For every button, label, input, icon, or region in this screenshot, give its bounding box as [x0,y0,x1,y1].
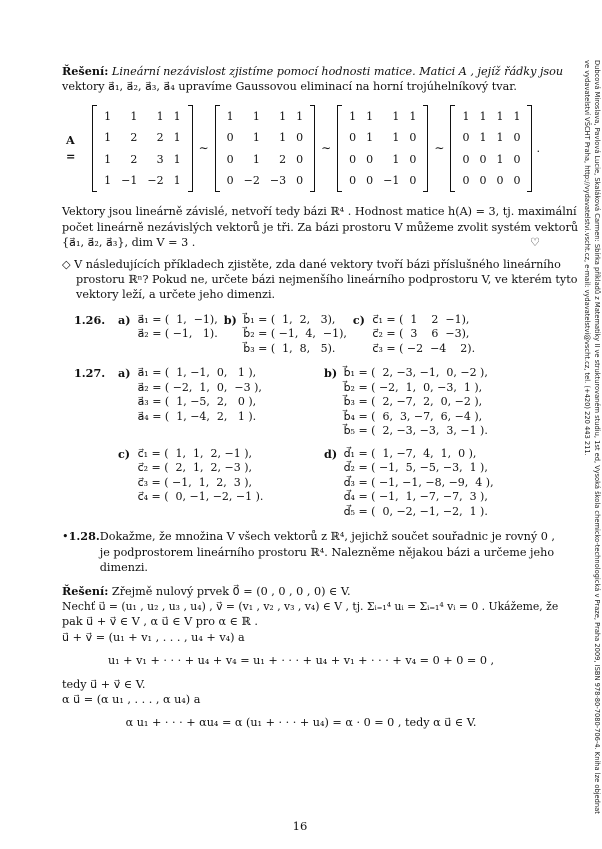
solution-line: α u⃗ = (α u₁ , . . . , α u₄) a [62,693,201,707]
matrix-reduction [66,105,540,193]
matrix-cell: 1 [366,131,374,145]
matrix-cell: −2 [147,174,164,188]
matrix-row [457,149,525,170]
matrix-cell: 0 [496,174,504,188]
matrix-cell: 1 [252,152,260,166]
solution-line: tedy u⃗ + v⃗ ∈ V. [62,677,146,691]
exercise-number: 1.26. [74,312,106,327]
matrix-cell: 2 [279,152,287,166]
instruction-line: ◇ V následujících příkladech zjistěte, zda dané vektory tvoří bázi příslušného lineárního [62,257,561,271]
sim-symbol: ∼ [321,140,332,155]
vector-system-c [372,313,475,357]
matrix-4 [450,105,532,193]
matrix-cell: 1 [104,131,112,145]
matrix-cell: 1 [130,109,138,123]
solution-line: Zřejmě nulový prvek 0⃗ = (0 , 0 , 0 , 0) ∈ V. [108,584,351,598]
matrix-cell: 0 [296,174,304,188]
matrix-cell: 0 [226,131,234,145]
matrix-cell: 1 [496,152,504,166]
matrix-cell: 0 [479,174,487,188]
part-label: b) [223,312,237,327]
matrix-cell: 1 [349,109,357,123]
vector-system-b [344,366,488,439]
matrix-cell: −3 [269,174,287,188]
solution-line: pak u⃗ + v⃗ ∈ V , α u⃗ ∈ V pro α ∈ ℝ . [62,615,258,629]
matrix-cell: 0 [409,152,417,166]
vector-line: a⃗₁ = ( 1, −1), [137,312,218,326]
vector-line: c⃗₁ = ( 1, 1, 2, −1 ), [137,446,252,460]
vector-line: c⃗₃ = ( −2 −4 2). [372,341,476,355]
part-label: b) [324,366,338,381]
matrix-cell: 0 [296,152,304,166]
matrix-cell: 1 [392,152,400,166]
vector-line: d⃗₄ = ( −1, 1, −7, −7, 3 ), [343,490,488,504]
qed-symbol: ♡ [529,236,540,250]
part-label: d) [324,446,338,461]
instruction [62,257,578,303]
citation-text: Dubcová Miroslava, Pavlová Lucie, Skaláková Carmen: Sbírka příkladů z Matematiky II ve strukturovaném studiu, 1st ed, Vysoká škola chemicko-technologická v Praze, Praha 2009, ISBN 978-80-7080-706-4. Kniha lze objednat ve vydavatelství VŠCHT Praha, http://vydavatelstvi.vscht.cz, e-mail: vydavatelstvi@vscht.cz, tel. (+420) 220 443 211. [583,60,601,814]
conclusion-line: Vektory jsou lineárně závislé, netvoří tedy bázi ℝ⁴ . Hodnost matice h(A) = 3, tj. maximální [62,205,577,219]
matrix-cell: 3 [156,152,164,166]
matrix-row [344,170,421,191]
exercise-text-line: Dokažme, že množina V všech vektorů z ℝ⁴, jejichž součet souřadnic je rovný 0 , [99,530,555,544]
solution-equation: α u₁ + · · · + αu₄ = α (u₁ + · · · + u₄) = α · 0 = 0 , tedy α u⃗ ∈ V. [125,716,477,730]
part-label: a) [118,366,131,381]
vector-line: b⃗₂ = ( −1, 4, −1), [243,327,347,341]
vector-system-d [344,447,494,520]
matrix-row [457,127,525,148]
matrix-cell: 1 [173,152,181,166]
matrix-cell: 0 [409,174,417,188]
matrix-cell: 1 [104,174,112,188]
solution-1 [62,64,564,95]
matrix-end: . [536,141,540,155]
matrix-cell: 0 [479,152,487,166]
conclusion-line: počet lineárně nezávislých vektorů je tři. Za bázi prostoru V můžeme zvolit systém vektorů [62,220,579,234]
vector-line: b⃗₃ = ( 2, −7, 2, 0, −2 ), [343,395,483,409]
matrix-cell: 1 [252,109,260,123]
matrix-cell: 1 [104,152,112,166]
vector-line: c⃗₃ = ( −1, 1, 2, 3 ), [137,475,252,489]
vector-line: b⃗₁ = ( 1, 2, 3), [243,312,336,326]
matrix-row [222,170,308,191]
matrix-cell: 1 [409,109,417,123]
vector-line: b⃗₁ = ( 2, −3, −1, 0, −2 ), [343,366,488,380]
matrix-row [222,149,308,170]
part-label: c) [118,446,131,461]
matrix-cell: 1 [479,109,487,123]
matrix-cell: 1 [279,131,287,145]
vector-line: c⃗₁ = ( 1 2 −1), [372,312,470,326]
matrix-2 [215,105,315,193]
matrix-cell: 0 [349,131,357,145]
vector-line: a⃗₃ = ( 1, −5, 2, 0 ), [137,395,257,409]
page-content [62,64,579,739]
matrix-row [99,170,185,191]
part-label: c) [352,312,365,327]
matrix-label: A = [66,133,76,163]
sim-symbol: ∼ [434,140,445,155]
solution-line: u⃗ + v⃗ = (u₁ + v₁ , . . . , u₄ + v₄) a [62,630,245,644]
sim-symbol: ∼ [198,140,209,155]
matrix-row [457,170,525,191]
matrix-cell: 0 [226,152,234,166]
bullet: • [62,530,69,544]
matrix-row [344,149,421,170]
instruction-line: vektory leží, a určete jeho dimenzi. [76,288,276,302]
matrix-cell: 0 [366,152,374,166]
vector-line: d⃗₁ = ( 1, −7, 4, 1, 0 ), [343,446,477,460]
matrix-cell: 2 [156,131,164,145]
solution-lead: Řešení: [62,64,109,78]
exercise-1-26 [62,313,540,357]
matrix-cell: 1 [173,131,181,145]
matrix-cell: 0 [462,174,470,188]
vector-system-a [138,366,262,424]
matrix-cell: 1 [392,109,400,123]
matrix-row [344,127,421,148]
matrix-cell: −2 [243,174,260,188]
matrix-row [457,106,525,127]
matrix-cell: 0 [349,174,357,188]
conclusion-line: {a⃗₁, a⃗₂, a⃗₃}, dim V = 3 . [62,236,196,250]
matrix-row [222,106,308,127]
matrix-cell: 1 [156,109,164,123]
matrix-cell: 0 [366,174,374,188]
matrix-cell: 1 [392,131,400,145]
vector-line: b⃗₄ = ( 6, 3, −7, 6, −4 ), [343,409,483,423]
vector-system-a [138,313,218,342]
matrix-cell: 2 [130,131,138,145]
matrix-cell: 1 [462,109,470,123]
page-number: 16 [292,819,308,833]
matrix-1 [92,105,192,193]
vector-line: b⃗₂ = ( −2, 1, 0, −3, 1 ), [343,380,483,394]
matrix-cell: 1 [226,109,234,123]
matrix-cell: −1 [121,174,138,188]
exercise-1-28 [62,529,555,575]
vector-line: c⃗₄ = ( 0, −1, −2, −1 ). [137,490,264,504]
vector-line: d⃗₂ = ( −1, 5, −5, −3, 1 ), [343,461,488,475]
vector-system-c [138,447,264,505]
vector-line: b⃗₃ = ( 1, 8, 5). [243,341,336,355]
vector-line: d⃗₅ = ( 0, −2, −1, −2, 1 ). [343,504,488,518]
instruction-line: prostoru ℝⁿ? Pokud ne, určete bázi nejmenšího lineárního podprostoru V, ve kterém tyto [76,273,578,287]
matrix-3 [337,105,428,193]
vector-line: a⃗₄ = ( 1, −4, 2, 1 ). [137,409,257,423]
vector-line: b⃗₅ = ( 2, −3, −3, 3, −1 ). [343,424,488,438]
vector-line: d⃗₃ = ( −1, −1, −8, −9, 4 ), [343,475,494,489]
solution-line-2: vektory a⃗₁, a⃗₂, a⃗₃, a⃗₄ upravíme Gaussovou eliminací na horní trojúhelníkový tvar. [62,80,517,94]
matrix-cell: 0 [349,152,357,166]
matrix-cell: 1 [173,174,181,188]
solution-lead: Řešení: [62,583,109,598]
solution-line-1: Lineární nezávislost zjistíme pomocí hodnosti matice. Matici A , jejíž řádky jsou [108,65,564,78]
matrix-cell: 0 [462,131,470,145]
matrix-cell: 0 [226,174,234,188]
solution-2 [62,583,559,731]
side-margin-citation [558,60,601,820]
part-label: a) [118,312,131,327]
matrix-cell: 1 [104,109,112,123]
matrix-row [99,106,185,127]
matrix-cell: 1 [252,131,260,145]
vector-line: a⃗₂ = ( −2, 1, 0, −3 ), [137,380,262,394]
matrix-cell: 1 [296,109,304,123]
matrix-cell: 1 [366,109,374,123]
matrix-cell: 0 [513,152,521,166]
vector-line: a⃗₂ = ( −1, 1). [137,327,218,341]
vector-system-b [243,313,347,357]
matrix-cell: 1 [496,109,504,123]
matrix-row [99,127,185,148]
matrix-cell: 1 [513,109,521,123]
matrix-row [99,149,185,170]
exercise-number: 1.28. [68,529,100,544]
solution-equation: u₁ + v₁ + · · · + u₄ + v₄ = u₁ + · · · + u₄ + v₁ + · · · + v₄ = 0 + 0 = 0 , [107,654,495,668]
vector-line: a⃗₁ = ( 1, −1, 0, 1 ), [137,366,257,380]
matrix-cell: 0 [296,131,304,145]
exercise-number: 1.27. [74,366,106,381]
exercise-text-line: je podprostorem lineárního prostoru ℝ⁴. Nalezněme nějakou bázi a určeme jeho [99,545,555,559]
matrix-cell: 0 [409,131,417,145]
solution-line: Nechť u⃗ = (u₁ , u₂ , u₃ , u₄) , v⃗ = (v₁ , v₂ , v₃ , v₄) ∈ V , tj. Σᵢ₌₁⁴ uᵢ = Σᵢ₌₁⁴ vᵢ = 0 . Ukážeme, že [62,600,559,613]
matrix-cell: 1 [496,131,504,145]
matrix-cell: 0 [513,131,521,145]
exercise-text-line: dimenzi. [99,561,148,575]
matrix-row [222,127,308,148]
matrix-cell: 1 [173,109,181,123]
matrix-cell: 1 [279,109,287,123]
matrix-cell: 0 [513,174,521,188]
vector-line: c⃗₂ = ( 2, 1, 2, −3 ), [137,461,252,475]
matrix-cell: 1 [479,131,487,145]
conclusion [62,204,579,250]
exercise-1-27 [62,366,540,519]
matrix-cell: 0 [462,152,470,166]
matrix-cell: −1 [383,174,400,188]
vector-line: c⃗₂ = ( 3 6 −3), [372,327,470,341]
matrix-cell: 2 [130,152,138,166]
matrix-row [344,106,421,127]
